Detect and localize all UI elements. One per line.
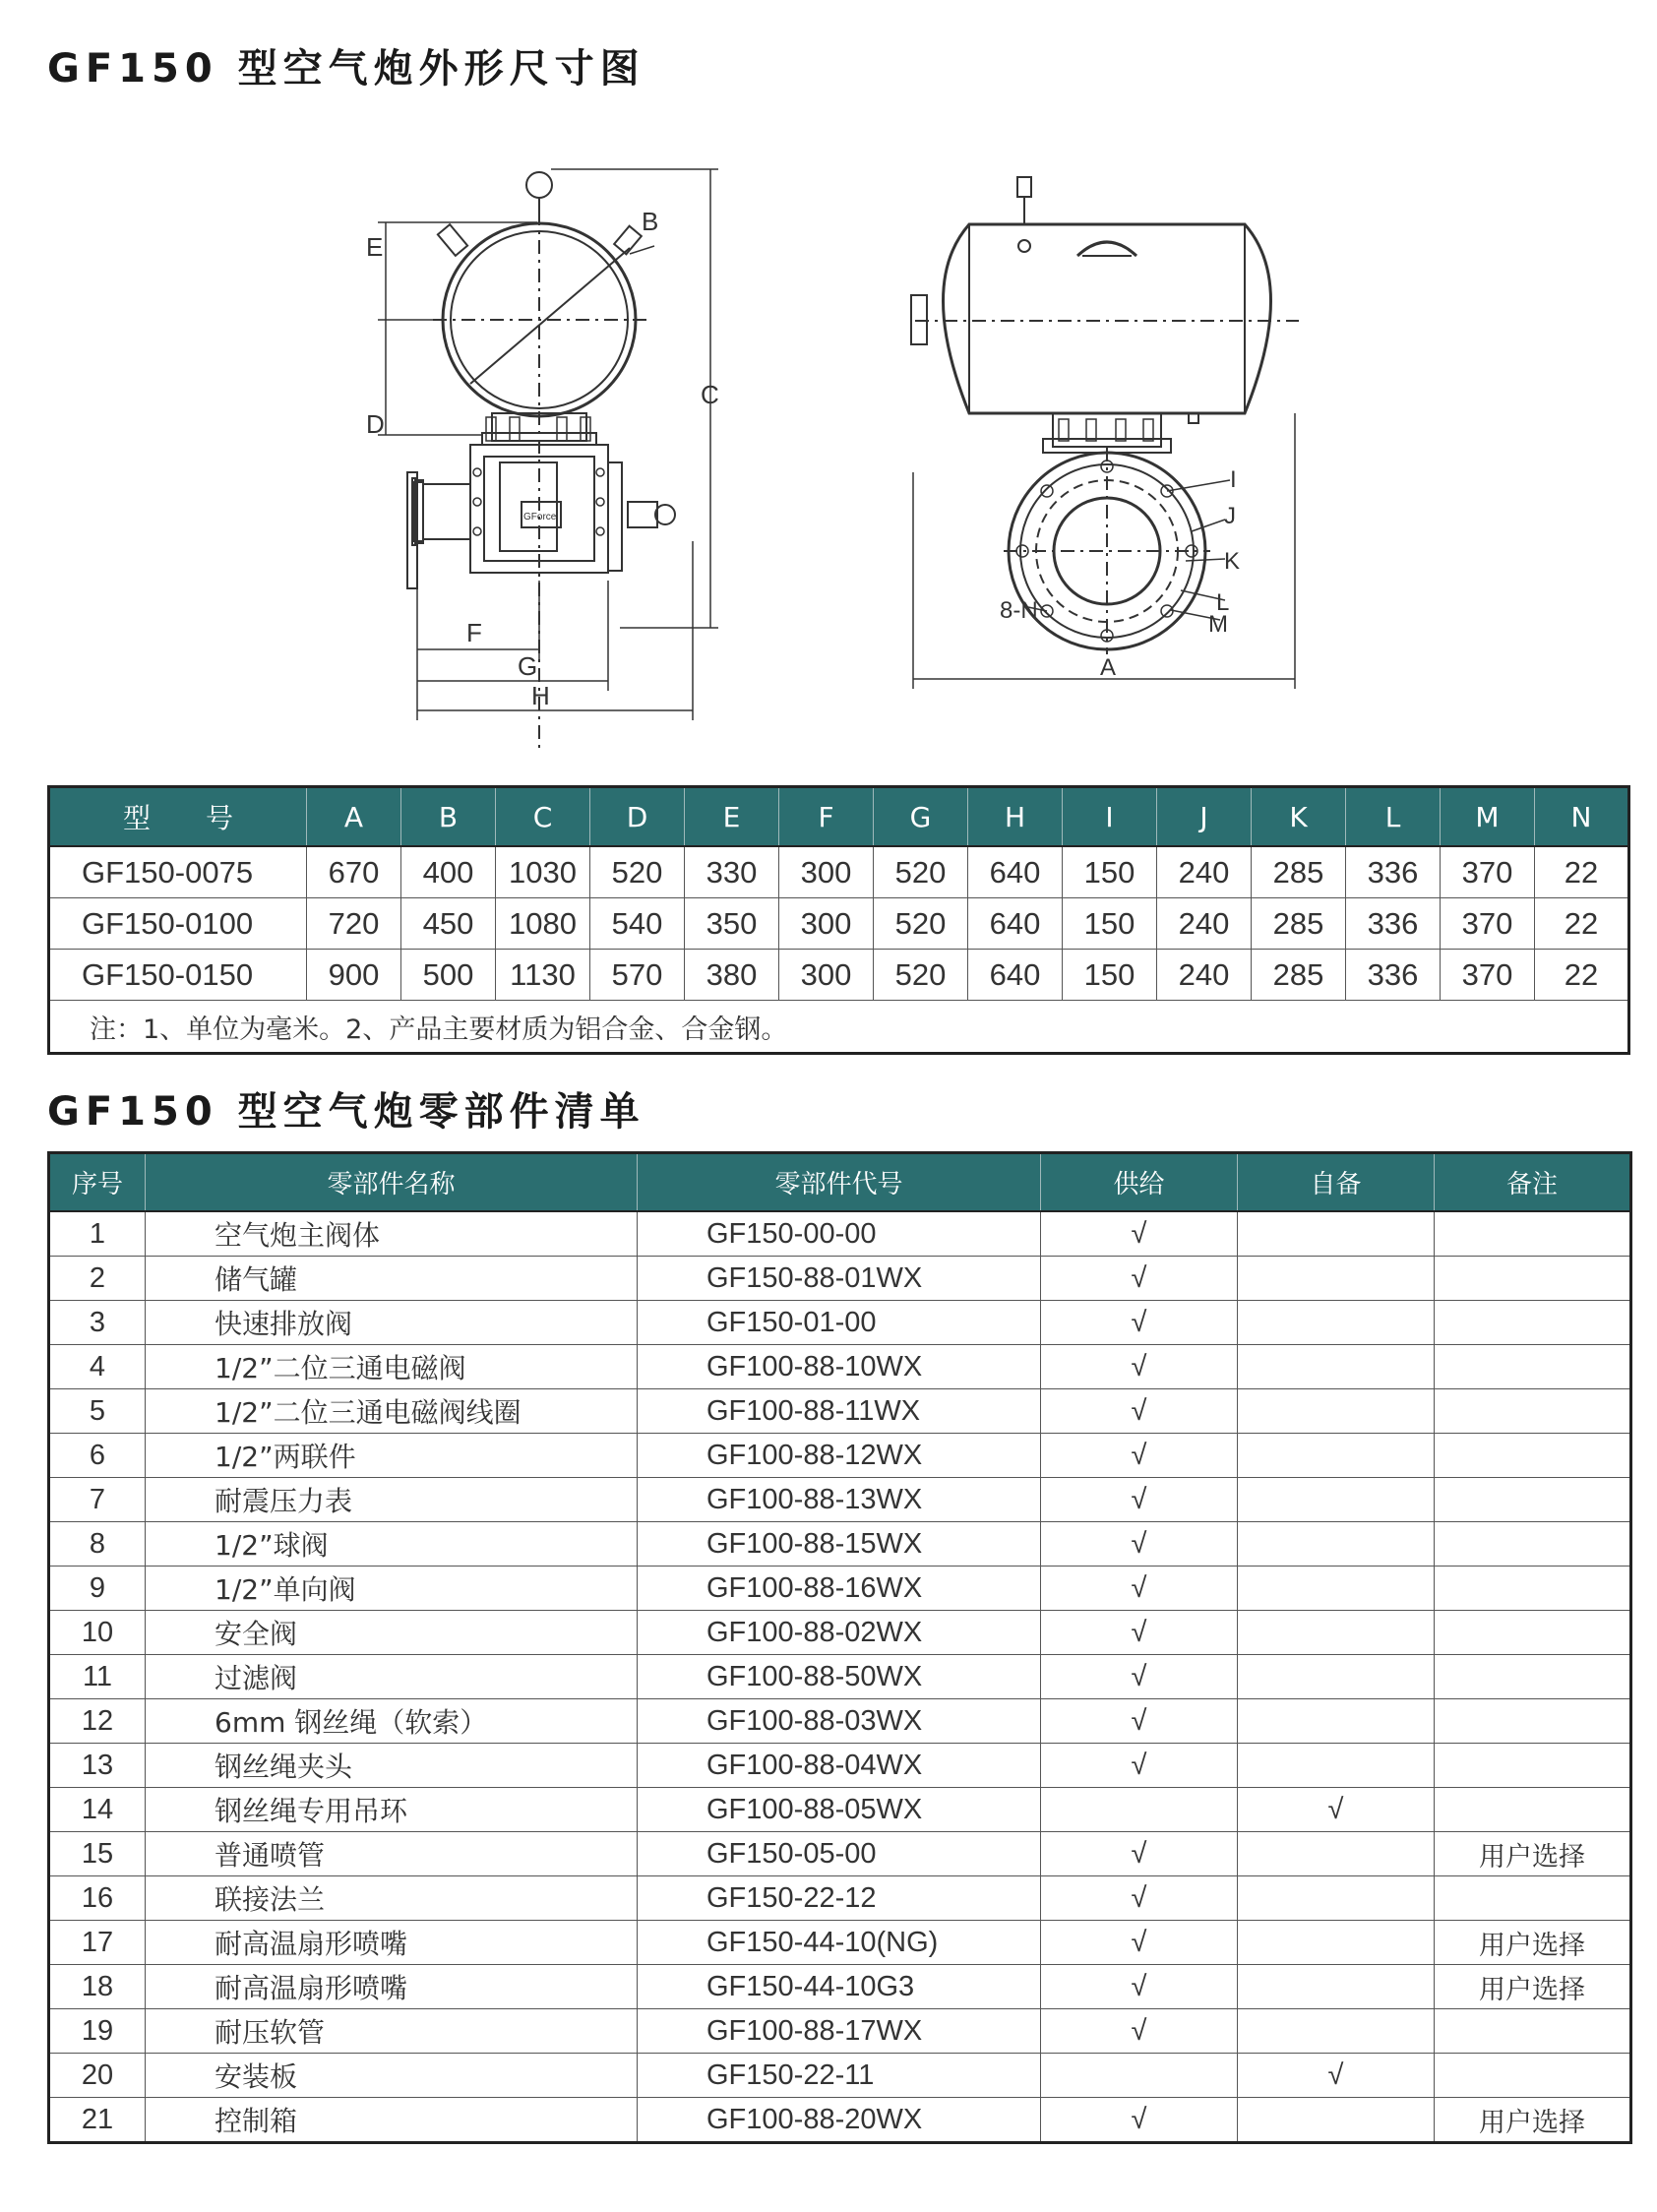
label-b: B (642, 207, 659, 236)
dimension-cell: 450 (401, 898, 496, 950)
table-row (49, 1478, 1631, 1522)
remark-cell (1435, 1611, 1631, 1655)
col-g: G (874, 787, 968, 847)
col-e: E (685, 787, 779, 847)
index-cell: 3 (49, 1301, 146, 1345)
dimension-cell: 300 (779, 950, 874, 1001)
label-k: K (1224, 548, 1241, 575)
technical-drawing (0, 118, 1657, 748)
remark-cell (1435, 1389, 1631, 1434)
remark-cell (1435, 1567, 1631, 1611)
supplied-cell: √ (1041, 2098, 1238, 2143)
supplied-cell: √ (1041, 1611, 1238, 1655)
col-a: A (307, 787, 401, 847)
dimension-cell: 240 (1157, 898, 1252, 950)
col-supplied: 供给 (1041, 1153, 1238, 1212)
dimension-cell: 370 (1441, 846, 1535, 898)
dimension-cell: 22 (1535, 950, 1629, 1001)
col-m: M (1441, 787, 1535, 847)
index-cell: 8 (49, 1522, 146, 1567)
logo-text: GForce (523, 512, 557, 522)
remark-cell (1435, 1522, 1631, 1567)
dimension-cell: 350 (685, 898, 779, 950)
label-h: H (531, 681, 550, 710)
part-name-cell: 过滤阀 (146, 1655, 638, 1699)
index-cell: 21 (49, 2098, 146, 2143)
pressure-gauge-icon (526, 172, 552, 198)
part-code-cell: GF100-88-02WX (638, 1611, 1041, 1655)
self-provided-cell (1238, 1655, 1435, 1699)
dimension-cell: 1080 (496, 898, 590, 950)
dimension-cell: 300 (779, 898, 874, 950)
index-cell: 9 (49, 1567, 146, 1611)
table-row (49, 846, 1629, 898)
dimension-cell: 1030 (496, 846, 590, 898)
table-row (49, 1345, 1631, 1389)
label-a: A (1100, 654, 1117, 681)
col-remark: 备注 (1435, 1153, 1631, 1212)
dimension-cell: 330 (685, 846, 779, 898)
part-name-cell: 1/2”单向阀 (146, 1567, 638, 1611)
part-name-cell: 1/2”两联件 (146, 1434, 638, 1478)
index-cell: 12 (49, 1699, 146, 1744)
part-code-cell: GF100-88-12WX (638, 1434, 1041, 1478)
remark-cell: 用户选择 (1435, 1832, 1631, 1876)
supplied-cell: √ (1041, 1478, 1238, 1522)
dimension-cell: 670 (307, 846, 401, 898)
dimension-cell: 150 (1063, 898, 1157, 950)
table-row (49, 1257, 1631, 1301)
label-f: F (466, 618, 482, 647)
note-row (49, 1001, 1629, 1054)
part-name-cell: 6mm 钢丝绳（软索） (146, 1699, 638, 1744)
dimension-cell: 22 (1535, 898, 1629, 950)
dimension-cell: 370 (1441, 950, 1535, 1001)
dimension-cell: 150 (1063, 846, 1157, 898)
supplied-cell: √ (1041, 1832, 1238, 1876)
index-cell: 17 (49, 1921, 146, 1965)
index-cell: 1 (49, 1211, 146, 1257)
index-cell: 14 (49, 1788, 146, 1832)
col-d: D (590, 787, 685, 847)
model-cell: GF150-0150 (49, 950, 307, 1001)
remark-cell (1435, 1788, 1631, 1832)
supplied-cell: √ (1041, 1434, 1238, 1478)
self-provided-cell (1238, 1478, 1435, 1522)
self-provided-cell (1238, 1389, 1435, 1434)
part-code-cell: GF100-88-50WX (638, 1655, 1041, 1699)
self-provided-cell (1238, 1345, 1435, 1389)
index-cell: 20 (49, 2054, 146, 2098)
dimension-cell: 570 (590, 950, 685, 1001)
part-name-cell: 耐高温扇形喷嘴 (146, 1921, 638, 1965)
remark-cell: 用户选择 (1435, 1965, 1631, 2009)
part-code-cell: GF100-88-16WX (638, 1567, 1041, 1611)
label-m: M (1208, 611, 1228, 638)
index-cell: 15 (49, 1832, 146, 1876)
part-code-cell: GF150-05-00 (638, 1832, 1041, 1876)
remark-cell (1435, 1478, 1631, 1522)
self-provided-cell (1238, 1434, 1435, 1478)
tank-body (944, 224, 1271, 413)
dimension-table (47, 785, 1630, 1055)
part-code-cell: GF150-88-01WX (638, 1257, 1041, 1301)
table-note: 注：1、单位为毫米。2、产品主要材质为铝合金、合金钢。 (49, 1001, 1629, 1054)
table-row (49, 1611, 1631, 1655)
table-row (49, 950, 1629, 1001)
index-cell: 4 (49, 1345, 146, 1389)
index-cell: 10 (49, 1611, 146, 1655)
part-name-cell: 安装板 (146, 2054, 638, 2098)
part-name-cell: 联接法兰 (146, 1876, 638, 1921)
self-provided-cell: √ (1238, 1788, 1435, 1832)
part-code-cell: GF100-88-04WX (638, 1744, 1041, 1788)
col-b: B (401, 787, 496, 847)
table-row (49, 1301, 1631, 1345)
dimension-cell: 300 (779, 846, 874, 898)
table-row (49, 1788, 1631, 1832)
dimension-cell: 285 (1252, 950, 1346, 1001)
part-code-cell: GF150-44-10G3 (638, 1965, 1041, 2009)
part-code-cell: GF100-88-03WX (638, 1699, 1041, 1744)
supplied-cell: √ (1041, 1211, 1238, 1257)
table-row (49, 2054, 1631, 2098)
supplied-cell: √ (1041, 1301, 1238, 1345)
supplied-cell: √ (1041, 1744, 1238, 1788)
remark-cell (1435, 1876, 1631, 1921)
part-code-cell: GF100-88-10WX (638, 1345, 1041, 1389)
self-provided-cell (1238, 1611, 1435, 1655)
dimension-drawing-title: GF150 型空气炮外形尺寸图 (47, 46, 645, 92)
part-code-cell: GF150-22-11 (638, 2054, 1041, 2098)
index-cell: 19 (49, 2009, 146, 2054)
dimension-cell: 380 (685, 950, 779, 1001)
dimension-cell: 240 (1157, 846, 1252, 898)
dimension-cell: 285 (1252, 898, 1346, 950)
supplied-cell: √ (1041, 1655, 1238, 1699)
remark-cell (1435, 2054, 1631, 2098)
table-row (49, 1699, 1631, 1744)
dimension-cell: 520 (874, 846, 968, 898)
table-row (49, 898, 1629, 950)
self-provided-cell (1238, 1301, 1435, 1345)
table-row (49, 1434, 1631, 1478)
index-cell: 13 (49, 1744, 146, 1788)
part-name-cell: 1/2”二位三通电磁阀线圈 (146, 1389, 638, 1434)
label-8n: 8-N (1000, 597, 1038, 624)
self-provided-cell (1238, 1211, 1435, 1257)
col-k: K (1252, 787, 1346, 847)
dimension-cell: 336 (1346, 846, 1441, 898)
remark-cell (1435, 1744, 1631, 1788)
remark-cell (1435, 2009, 1631, 2054)
dimension-cell: 1130 (496, 950, 590, 1001)
dimension-cell: 540 (590, 898, 685, 950)
dimension-table-header (49, 787, 1629, 847)
supplied-cell (1041, 1788, 1238, 1832)
col-i: I (1063, 787, 1157, 847)
drawing-svg (0, 118, 1657, 748)
part-name-cell: 1/2”球阀 (146, 1522, 638, 1567)
part-name-cell: 储气罐 (146, 1257, 638, 1301)
index-cell: 5 (49, 1389, 146, 1434)
label-d: D (366, 409, 385, 439)
self-provided-cell (1238, 1699, 1435, 1744)
dimension-cell: 336 (1346, 950, 1441, 1001)
part-code-cell: GF100-88-05WX (638, 1788, 1041, 1832)
parts-table-header (49, 1153, 1631, 1212)
part-name-cell: 钢丝绳夹头 (146, 1744, 638, 1788)
remark-cell (1435, 1434, 1631, 1478)
part-code-cell: GF150-01-00 (638, 1301, 1041, 1345)
dimension-cell: 520 (590, 846, 685, 898)
dimension-cell: 720 (307, 898, 401, 950)
dimension-cell: 640 (968, 898, 1063, 950)
remark-cell: 用户选择 (1435, 1921, 1631, 1965)
col-c: C (496, 787, 590, 847)
col-part-code: 零部件代号 (638, 1153, 1041, 1212)
part-code-cell: GF100-88-17WX (638, 2009, 1041, 2054)
table-row (49, 2009, 1631, 2054)
label-g: G (518, 651, 538, 681)
dimension-cell: 400 (401, 846, 496, 898)
self-provided-cell: √ (1238, 2054, 1435, 2098)
part-code-cell: GF100-88-20WX (638, 2098, 1041, 2143)
part-name-cell: 控制箱 (146, 2098, 638, 2143)
remark-cell (1435, 1655, 1631, 1699)
index-cell: 18 (49, 1965, 146, 2009)
supplied-cell: √ (1041, 2009, 1238, 2054)
table-row (49, 1655, 1631, 1699)
self-provided-cell (1238, 1744, 1435, 1788)
label-j: J (1224, 503, 1236, 529)
table-row (49, 1522, 1631, 1567)
parts-list-title: GF150 型空气炮零部件清单 (47, 1089, 645, 1135)
table-row (49, 2098, 1631, 2143)
part-name-cell: 快速排放阀 (146, 1301, 638, 1345)
col-f: F (779, 787, 874, 847)
dimension-cell: 640 (968, 950, 1063, 1001)
supplied-cell: √ (1041, 1965, 1238, 2009)
table-row (49, 1876, 1631, 1921)
self-provided-cell (1238, 1567, 1435, 1611)
dimension-cell: 640 (968, 846, 1063, 898)
col-j: J (1157, 787, 1252, 847)
remark-cell (1435, 1257, 1631, 1301)
dimension-cell: 150 (1063, 950, 1157, 1001)
self-provided-cell (1238, 1921, 1435, 1965)
dimension-cell: 22 (1535, 846, 1629, 898)
remark-cell: 用户选择 (1435, 2098, 1631, 2143)
supplied-cell: √ (1041, 1921, 1238, 1965)
remark-cell (1435, 1345, 1631, 1389)
col-self-provided: 自备 (1238, 1153, 1435, 1212)
part-code-cell: GF100-88-11WX (638, 1389, 1041, 1434)
remark-cell (1435, 1699, 1631, 1744)
table-row (49, 1211, 1631, 1257)
label-e: E (366, 232, 384, 262)
index-cell: 11 (49, 1655, 146, 1699)
dimension-cell: 520 (874, 950, 968, 1001)
col-part-name: 零部件名称 (146, 1153, 638, 1212)
part-name-cell: 耐压软管 (146, 2009, 638, 2054)
supplied-cell: √ (1041, 1345, 1238, 1389)
part-code-cell: GF150-44-10(NG) (638, 1921, 1041, 1965)
table-row (49, 1389, 1631, 1434)
part-name-cell: 空气炮主阀体 (146, 1211, 638, 1257)
dimension-cell: 500 (401, 950, 496, 1001)
part-code-cell: GF100-88-15WX (638, 1522, 1041, 1567)
remark-cell (1435, 1211, 1631, 1257)
supplied-cell (1041, 2054, 1238, 2098)
table-row (49, 1744, 1631, 1788)
part-name-cell: 耐震压力表 (146, 1478, 638, 1522)
dimension-cell: 336 (1346, 898, 1441, 950)
self-provided-cell (1238, 1832, 1435, 1876)
col-model: 型 号 (49, 787, 307, 847)
part-code-cell: GF150-22-12 (638, 1876, 1041, 1921)
index-cell: 6 (49, 1434, 146, 1478)
label-c: C (701, 380, 719, 409)
dimension-cell: 370 (1441, 898, 1535, 950)
index-cell: 16 (49, 1876, 146, 1921)
self-provided-cell (1238, 1522, 1435, 1567)
part-code-cell: GF150-00-00 (638, 1211, 1041, 1257)
index-cell: 2 (49, 1257, 146, 1301)
self-provided-cell (1238, 1876, 1435, 1921)
self-provided-cell (1238, 2098, 1435, 2143)
part-code-cell: GF100-88-13WX (638, 1478, 1041, 1522)
supplied-cell: √ (1041, 1389, 1238, 1434)
supplied-cell: √ (1041, 1567, 1238, 1611)
part-name-cell: 1/2”二位三通电磁阀 (146, 1345, 638, 1389)
table-row (49, 1832, 1631, 1876)
col-h: H (968, 787, 1063, 847)
table-row (49, 1567, 1631, 1611)
index-cell: 7 (49, 1478, 146, 1522)
col-n: N (1535, 787, 1629, 847)
self-provided-cell (1238, 1257, 1435, 1301)
side-view (911, 177, 1299, 689)
table-row (49, 1965, 1631, 2009)
table-row (49, 1921, 1631, 1965)
part-name-cell: 安全阀 (146, 1611, 638, 1655)
model-cell: GF150-0100 (49, 898, 307, 950)
dimension-cell: 285 (1252, 846, 1346, 898)
col-index: 序号 (49, 1153, 146, 1212)
supplied-cell: √ (1041, 1876, 1238, 1921)
dimension-cell: 900 (307, 950, 401, 1001)
part-name-cell: 钢丝绳专用吊环 (146, 1788, 638, 1832)
remark-cell (1435, 1301, 1631, 1345)
part-name-cell: 普通喷管 (146, 1832, 638, 1876)
self-provided-cell (1238, 1965, 1435, 2009)
part-name-cell: 耐高温扇形喷嘴 (146, 1965, 638, 2009)
parts-table (47, 1151, 1632, 2144)
front-view (366, 169, 719, 748)
model-cell: GF150-0075 (49, 846, 307, 898)
supplied-cell: √ (1041, 1699, 1238, 1744)
dimension-cell: 240 (1157, 950, 1252, 1001)
label-i: I (1230, 466, 1237, 493)
supplied-cell: √ (1041, 1522, 1238, 1567)
self-provided-cell (1238, 2009, 1435, 2054)
col-l: L (1346, 787, 1441, 847)
dimension-cell: 520 (874, 898, 968, 950)
supplied-cell: √ (1041, 1257, 1238, 1301)
label-l: L (1216, 589, 1230, 616)
